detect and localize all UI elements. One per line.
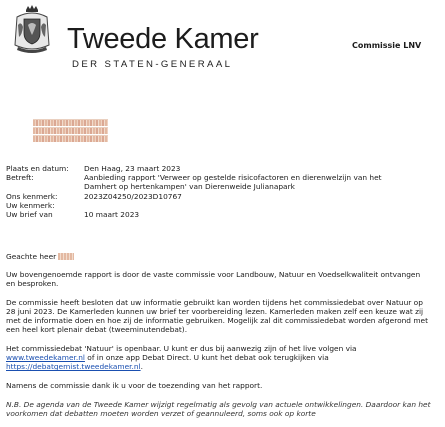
debatgemist-link[interactable]: https://debatgemist.tweedekamer.nl — [6, 362, 141, 372]
letter-body — [6, 270, 431, 427]
meta-row-your-letter: Uw brief van 10 maart 2023 — [6, 210, 140, 220]
logo-subtitle: DER STATEN-GENERAAL — [72, 59, 233, 70]
paragraph-public: Het commissiedebat 'Natuur' is openbaar. U kunt er dus bij aanwezig zijn of het live volgen via www.tweedekamer.nl of in onze app Debat Direct. U kunt het debat ook terugkijken via https://debatgemist.tweedekamer.nl. — [6, 344, 357, 372]
paragraph-thanks: Namens de commissie dank ik u voor de toezending van het rapport. — [6, 381, 263, 390]
redacted-address-line — [33, 119, 108, 126]
salutation: Geachte heer — [6, 252, 74, 261]
meta-row-date: Plaats en datum: Den Haag, 23 maart 2023 — [6, 164, 181, 173]
committee-name: Commissie LNV — [352, 41, 422, 50]
paragraph-note: N.B. De agenda van de Tweede Kamer wijzigt regelmatig als gevolg van actuele ontwikkelingen. Daardoor kan het voorkomen dat debatten moeten worden verzet of geannuleerd, soms ook op korte — [6, 399, 431, 418]
logo-title: Tweede Kamer — [67, 23, 259, 55]
redacted-address-line — [33, 127, 108, 134]
meta-row-your-reference: Uw kenmerk: — [6, 200, 55, 210]
letter-metadata — [6, 164, 426, 219]
paragraph-received: Uw bovengenoemde rapport is door de vaste commissie voor Landbouw, Natuur en Voedselkwaliteit ontvangen en besproken. — [6, 270, 421, 289]
meta-row-our-reference: Ons kenmerk: 2023Z04250/2023D10767 — [6, 191, 182, 201]
meta-row-subject: Betreft: Aanbieding rapport 'Verweer op gestelde risicofactoren en dierenwelzijn van het Damhert op hertenkampen' van Dierenweide Julianapark — [6, 173, 382, 192]
redacted-name — [58, 253, 74, 260]
paragraph-debate: De commissie heeft besloten dat uw informatie gebruikt kan worden tijdens het commissiedebat over Natuur op 28 juni 2023. De Kamerleden kunnen uw brief ter voorbereiding lezen. Kamerleden maken zelf een keuze wat zij met de informatie doen en hoe zij de informatie gebruiken. Mogelijk zal dit commissiedebat worden afgerond met een heel kort plenair debat (tweeminutendebat). — [6, 297, 428, 335]
coat-of-arms-icon — [13, 3, 51, 55]
tweedekamer-link[interactable]: www.tweedekamer.nl — [6, 353, 85, 363]
redacted-address-line — [33, 135, 108, 142]
